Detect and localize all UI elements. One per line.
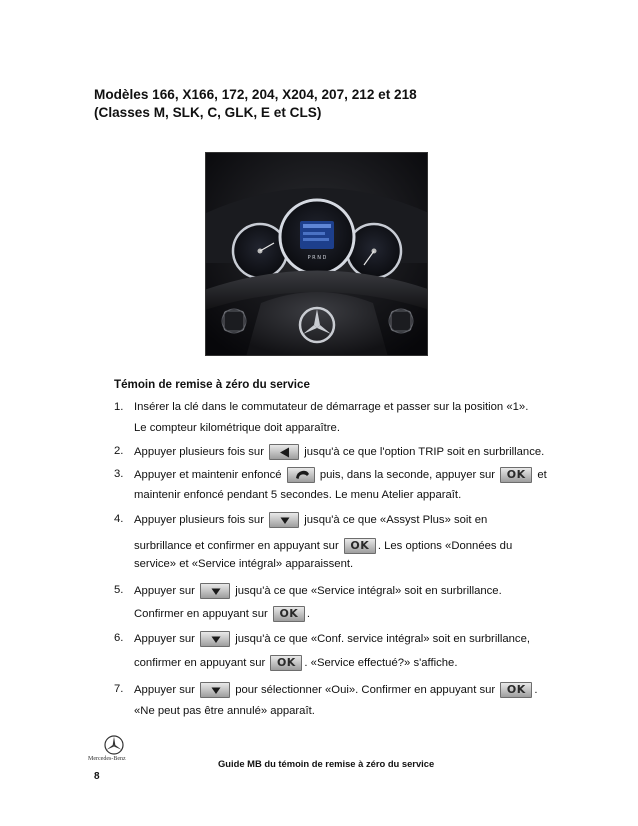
ok-label: OK bbox=[350, 539, 370, 552]
brand-logo-text: Mercedes-Benz bbox=[88, 756, 126, 762]
ok-label: OK bbox=[506, 468, 526, 481]
step-5-number: 5. bbox=[114, 584, 124, 596]
step-4-line-2 bbox=[134, 538, 512, 554]
ok-button bbox=[500, 682, 532, 698]
ok-label: OK bbox=[506, 683, 526, 696]
section-title: Témoin de remise à zéro du service bbox=[114, 378, 310, 391]
step-4-text-d: . Les options «Données du bbox=[377, 539, 513, 552]
ok-label: OK bbox=[279, 607, 299, 620]
step-2-number: 2. bbox=[114, 445, 124, 457]
step-5-text-b: jusqu'à ce que «Service intégral» soit en surbrillance. bbox=[235, 584, 502, 597]
step-5-line-1 bbox=[134, 583, 502, 599]
step-2-text-a: Appuyer plusieurs fois sur bbox=[134, 445, 264, 458]
phone-icon bbox=[288, 468, 316, 484]
step-3-text-c: et bbox=[537, 468, 547, 481]
step-5-line-2 bbox=[134, 606, 310, 622]
title-line-1: Modèles 166, X166, 172, 204, X204, 207, 212 et 218 bbox=[94, 87, 417, 102]
step-6-text-a: Appuyer sur bbox=[134, 632, 195, 645]
ok-button bbox=[344, 538, 376, 554]
down-arrow-icon bbox=[201, 683, 231, 699]
step-4-text-c: surbrillance et confirmer en appuyant sur bbox=[134, 539, 339, 552]
step-7-line-2: «Ne peut pas être annulé» apparaît. bbox=[134, 705, 315, 717]
ok-label: OK bbox=[276, 656, 296, 669]
step-6-number: 6. bbox=[114, 632, 124, 644]
gear-display: P R N D bbox=[307, 255, 327, 261]
step-7-number: 7. bbox=[114, 683, 124, 695]
down-arrow-button bbox=[200, 631, 230, 647]
phone-button bbox=[287, 467, 315, 483]
step-3-line-1 bbox=[134, 467, 547, 483]
ok-button bbox=[273, 606, 305, 622]
down-arrow-icon bbox=[201, 584, 231, 600]
ok-button bbox=[500, 467, 532, 483]
step-4-line-1 bbox=[134, 512, 487, 528]
ok-button bbox=[270, 655, 302, 671]
step-2-text-b: jusqu'à ce que l'option TRIP soit en surbrillance. bbox=[304, 445, 545, 458]
step-6-text-d: . «Service effectué?» s'affiche. bbox=[304, 656, 458, 669]
left-arrow-icon bbox=[270, 445, 300, 461]
step-7-text-b: pour sélectionner «Oui». Confirmer en appuyant sur bbox=[235, 683, 496, 696]
step-7-text-a: Appuyer sur bbox=[134, 683, 195, 696]
step-2-line-1 bbox=[134, 444, 544, 460]
step-7-text-c: . bbox=[534, 683, 538, 696]
step-4-text-b: jusqu'à ce que «Assyst Plus» soit en bbox=[304, 513, 488, 526]
step-4-number: 4. bbox=[114, 513, 124, 525]
step-4-text-a: Appuyer plusieurs fois sur bbox=[134, 513, 264, 526]
step-1-line-2: Le compteur kilométrique doit apparaître. bbox=[134, 422, 340, 434]
step-6-text-c: confirmer en appuyant sur bbox=[134, 656, 266, 669]
mercedes-benz-logo bbox=[92, 734, 136, 758]
page-number: 8 bbox=[94, 771, 100, 782]
step-6-line-1 bbox=[134, 631, 530, 647]
step-3-number: 3. bbox=[114, 468, 124, 480]
step-1-line-1: Insérer la clé dans le commutateur de démarrage et passer sur la position «1». bbox=[134, 401, 529, 413]
down-arrow-button bbox=[200, 682, 230, 698]
step-5-text-a: Appuyer sur bbox=[134, 584, 195, 597]
title-line-2: (Classes M, SLK, C, GLK, E et CLS) bbox=[94, 104, 322, 120]
down-arrow-button bbox=[269, 512, 299, 528]
step-3-text-a: Appuyer et maintenir enfoncé bbox=[134, 468, 282, 481]
step-5-text-d: . bbox=[306, 607, 311, 620]
step-3-text-b: puis, dans la seconde, appuyer sur bbox=[319, 468, 496, 481]
step-6-line-2 bbox=[134, 655, 457, 671]
down-arrow-button bbox=[200, 583, 230, 599]
left-arrow-button bbox=[269, 444, 299, 460]
down-arrow-icon bbox=[270, 513, 300, 529]
step-5-text-c: Confirmer en appuyant sur bbox=[134, 607, 268, 620]
footer-title: Guide MB du témoin de remise à zéro du service bbox=[218, 758, 435, 769]
step-3-line-2: maintenir enfoncé pendant 5 secondes. Le menu Atelier apparaît. bbox=[134, 489, 462, 501]
down-arrow-icon bbox=[201, 632, 231, 648]
step-6-text-b: jusqu'à ce que «Conf. service intégral» soit en surbrillance, bbox=[235, 632, 530, 645]
step-7-line-1 bbox=[134, 682, 537, 698]
step-1-number: 1. bbox=[114, 401, 124, 413]
step-4-line-3: service» et «Service intégral» apparaissent. bbox=[134, 558, 354, 570]
